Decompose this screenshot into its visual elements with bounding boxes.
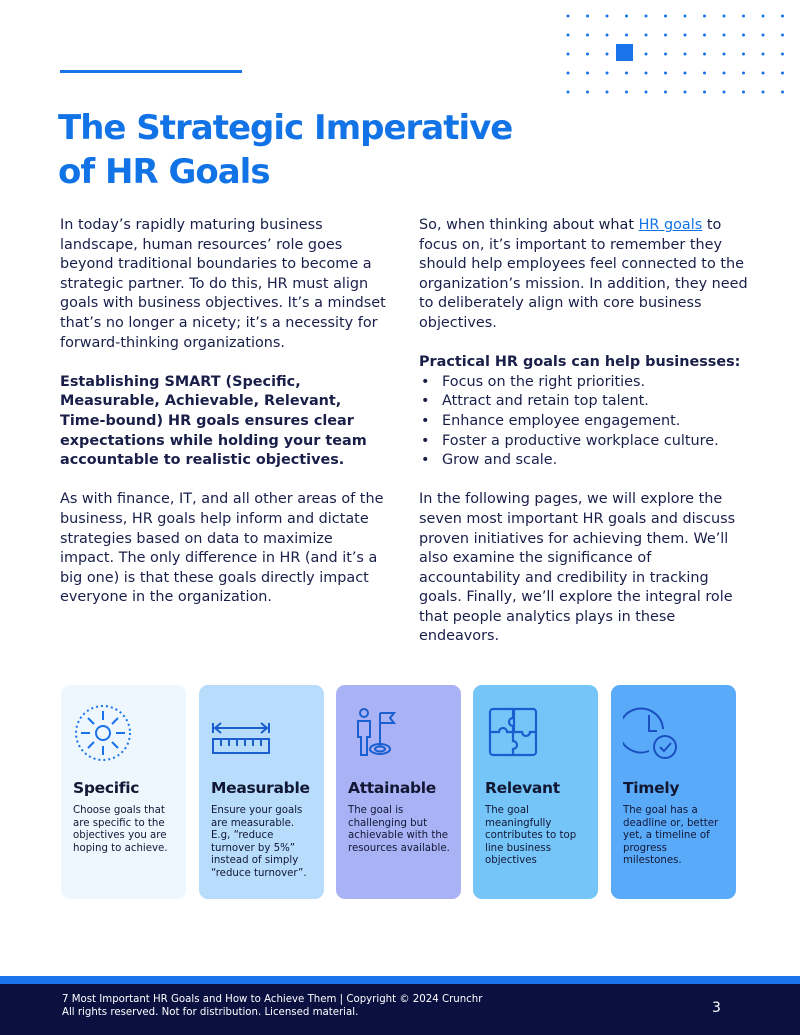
grid-dot (645, 34, 648, 37)
grid-dot (703, 15, 706, 18)
accent-rule (60, 70, 242, 73)
card-text: The goal meaningfully contributes to top line business objectives (485, 805, 577, 867)
footer-copyright: 7 Most Important HR Goals and How to Achieve Them | Copyright © 2024 Crunchr All rights reserved. Not for distribution. Licensed material. (62, 994, 483, 1018)
grid-dot (664, 53, 667, 56)
grid-dot (645, 72, 648, 75)
grid-dot (606, 34, 609, 37)
list-item: • Focus on the right priorities. (419, 373, 749, 393)
list-item: • Foster a productive workplace culture. (419, 432, 749, 452)
grid-dot (781, 34, 784, 37)
grid-dot (684, 53, 687, 56)
grid-dot (762, 34, 765, 37)
card-title: Measurable (211, 779, 310, 797)
grid-dot (664, 34, 667, 37)
grid-dot (684, 72, 687, 75)
left-column (60, 216, 390, 627)
grid-dot (645, 15, 648, 18)
card-text: The goal has a deadline or, better yet, a timeline of progress milestones. (623, 805, 719, 867)
card-text: The goal is challenging but achievable with the resources available. (348, 805, 450, 854)
grid-dot (606, 72, 609, 75)
right-column (419, 216, 749, 667)
grid-dot (723, 72, 726, 75)
benefits-list (419, 373, 749, 471)
grid-dot (567, 15, 570, 18)
grid-dot (781, 15, 784, 18)
grid-dot (645, 91, 648, 94)
list-item: • Enhance employee engagement. (419, 412, 749, 432)
grid-dot (742, 53, 745, 56)
title-line-1: The Strategic Imperative (58, 108, 513, 148)
grid-dot (625, 72, 628, 75)
grid-dot (625, 91, 628, 94)
grid-dot (606, 53, 609, 56)
card-relevant (473, 685, 598, 899)
target-burst-icon (73, 703, 133, 763)
card-title: Relevant (485, 779, 560, 797)
intro-paragraph: In today’s rapidly maturing business landscape, human resources’ role goes beyond traditional boundaries to become a strategic partner. To do this, HR must align goals with business objectives. It’s a mindset that’s no longer a nicety; it’s a necessity for forward-thinking organizations. (60, 217, 386, 351)
dot-grid-decoration (564, 12, 794, 97)
grid-dot (625, 15, 628, 18)
card-measurable (199, 685, 324, 899)
grid-dot (664, 15, 667, 18)
grid-dot (762, 91, 765, 94)
grid-dot (586, 53, 589, 56)
smart-paragraph: Establishing SMART (Specific, Measurable, Achievable, Relevant, Time-bound) HR goals ensures clear expectations while holding your team accountable to realistic objectives. (60, 373, 367, 469)
grid-dot (781, 91, 784, 94)
grid-dot (703, 91, 706, 94)
grid-dot (567, 72, 570, 75)
grid-dot (742, 15, 745, 18)
list-item: • Grow and scale. (419, 451, 749, 471)
grid-dot (762, 15, 765, 18)
following-pages-paragraph: In the following pages, we will explore the seven most important HR goals and discuss proven initiatives for achieving them. We’ll also examine the significance of accountability and credibility in tracking goals. Finally, we’ll explore the integral role that people analytics plays in these endeavors. (419, 491, 736, 645)
grid-dot (703, 34, 706, 37)
grid-dot (762, 53, 765, 56)
footer-accent-bar (0, 976, 800, 984)
clock-check-icon (623, 703, 683, 763)
grid-dot (567, 53, 570, 56)
grid-dot (742, 34, 745, 37)
grid-dot (586, 91, 589, 94)
grid-dot (723, 91, 726, 94)
card-text: Ensure your goals are measurable. E.g, “reduce turnover by 5%” instead of simply “reduce turnover”. (211, 805, 307, 879)
card-text: Choose goals that are specific to the objectives you are hoping to achieve. (73, 805, 168, 854)
ruler-icon (211, 703, 271, 763)
hr-goals-link[interactable]: HR goals (638, 217, 703, 233)
grid-dot (684, 91, 687, 94)
grid-dot (567, 34, 570, 37)
card-attainable (336, 685, 461, 899)
hr-goals-paragraph: So, when thinking about what HR goals to focus on, it’s important to remember they should help employees feel connected to the organization’s mission. In addition, they need to deliberately align with core business objectives. (419, 217, 748, 331)
grid-dot (723, 53, 726, 56)
grid-dot (586, 15, 589, 18)
grid-dot (664, 91, 667, 94)
accent-square (616, 44, 633, 61)
grid-dot (684, 15, 687, 18)
finance-paragraph: As with finance, IT, and all other areas of the business, HR goals help inform and dictate strategies based on data to maximize impact. The only difference in HR (and it’s a big one) is that these goals directly impact everyone in the organization. (60, 491, 384, 606)
grid-dot (606, 91, 609, 94)
list-heading: Practical HR goals can help businesses: (419, 354, 741, 371)
grid-dot (742, 91, 745, 94)
grid-dot (567, 91, 570, 94)
smart-cards (61, 685, 737, 899)
grid-dot (625, 34, 628, 37)
title-line-2: of HR Goals (58, 152, 270, 192)
grid-dot (781, 72, 784, 75)
grid-dot (762, 72, 765, 75)
grid-dot (723, 34, 726, 37)
grid-dot (703, 53, 706, 56)
grid-dot (781, 53, 784, 56)
footer (0, 984, 800, 1035)
card-timely (611, 685, 736, 899)
person-flag-icon (348, 703, 408, 763)
grid-dot (606, 15, 609, 18)
list-item: • Attract and retain top talent. (419, 392, 749, 412)
card-specific (61, 685, 186, 899)
grid-dot (723, 15, 726, 18)
page-number: 3 (712, 1000, 721, 1016)
grid-dot (645, 53, 648, 56)
grid-dot (586, 72, 589, 75)
grid-dot (703, 72, 706, 75)
page-title (58, 106, 618, 194)
card-title: Attainable (348, 779, 437, 797)
grid-dot (742, 72, 745, 75)
puzzle-icon (485, 703, 545, 763)
grid-dot (684, 34, 687, 37)
card-title: Specific (73, 779, 140, 797)
grid-dot (586, 34, 589, 37)
grid-dot (664, 72, 667, 75)
card-title: Timely (623, 779, 680, 797)
